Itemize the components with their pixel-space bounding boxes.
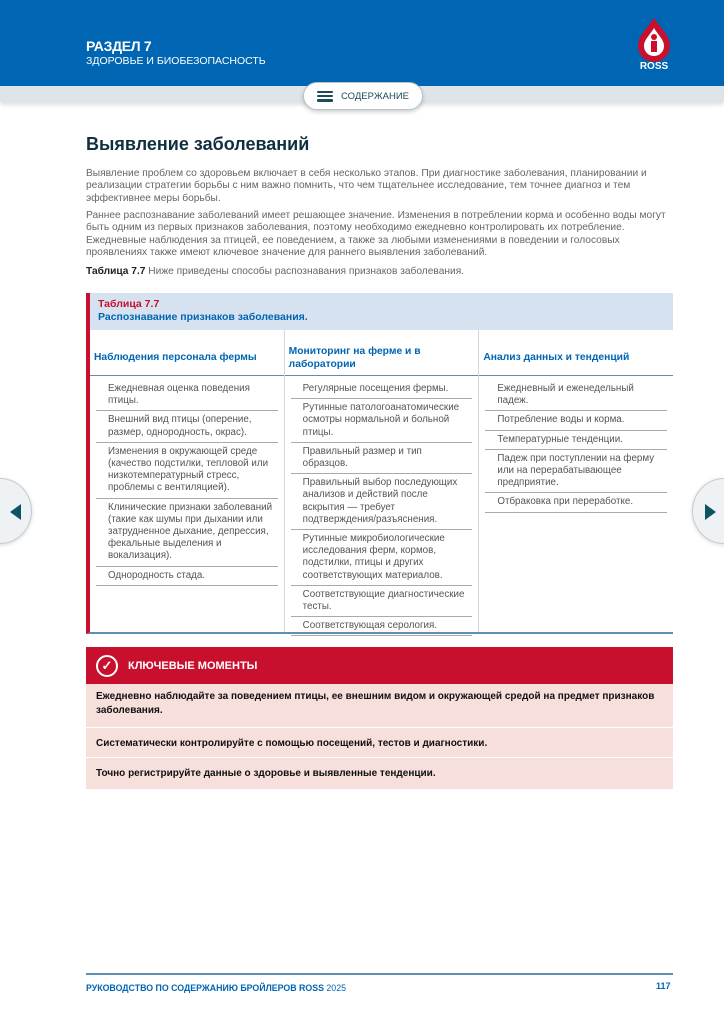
prev-page-button[interactable] [0, 478, 32, 544]
column-items [96, 376, 278, 586]
contents-label: СОДЕРЖАНИЕ [341, 90, 409, 102]
table-cell: Однородность стада. [96, 568, 278, 586]
table-cell: Падеж при поступлении на ферму или на перерабатывающее предприятие. [485, 451, 667, 494]
table-column [479, 330, 673, 632]
table-cell: Рутинные патологоанатомические осмотры нормальной и больной птицы. [291, 400, 473, 443]
table-cell: Температурные тенденции. [485, 432, 667, 450]
table-reference [86, 266, 676, 278]
table-cell: Ежедневный и еженедельный падеж. [485, 381, 667, 411]
table-cell: Ежедневная оценка поведения птицы. [96, 381, 278, 411]
table-cell: Внешний вид птицы (оперение, размер, однородность, окрас). [96, 412, 278, 442]
paragraph: Выявление проблем со здоровьем включает в себя несколько этапов. При диагностике заболевания, планировании и реализации стратегии борьбы с ним важно помнить, что чем тщательнее исследование, тем точнее диагноз и тем эффективнее меры борьбы. [86, 168, 647, 204]
section-number: РАЗДЕЛ 7 [86, 38, 152, 54]
column-items [291, 376, 473, 636]
footer-guide-name: РУКОВОДСТВО ПО СОДЕРЖАНИЮ БРОЙЛЕРОВ ROSS [86, 983, 324, 993]
table-cell: Регулярные посещения фермы. [291, 381, 473, 399]
checkmark-icon: ✓ [96, 655, 118, 677]
column-header: Наблюдения персонала фермы [90, 340, 284, 376]
menu-icon [317, 91, 333, 102]
footer-year: 2025 [326, 983, 346, 993]
key-point: Точно регистрируйте данные о здоровье и выявленные тенденции. [86, 758, 673, 790]
footer-title [86, 983, 346, 993]
table-cell: Соответствующая серология. [291, 618, 473, 636]
key-points-header [86, 647, 673, 684]
page-number: 117 [656, 981, 671, 991]
table-cell: Соответствующие диагностические тесты. [291, 587, 473, 617]
key-point: Ежедневно наблюдайте за поведением птицы, ее внешним видом и окружающей средой на предмет признаков заболевания. [86, 684, 673, 728]
table-7-7 [86, 293, 673, 634]
arrow-left-icon [10, 504, 21, 520]
key-points-title: КЛЮЧЕВЫЕ МОМЕНТЫ [128, 659, 258, 672]
table-column [90, 330, 285, 632]
key-points [86, 647, 673, 790]
table-cell: Правильный размер и тип образцов. [291, 444, 473, 474]
page-title: Выявление заболеваний [86, 134, 310, 154]
svg-text:ROSS: ROSS [639, 61, 669, 72]
column-header: Анализ данных и тенденций [479, 340, 673, 376]
table-cell: Отбраковка при переработке. [485, 494, 667, 512]
next-page-button[interactable] [692, 478, 724, 544]
table-cell: Изменения в окружающей среде (качество подстилки, тепловой или низкотемпературный стресс, проблемы с вентиляцией). [96, 444, 278, 499]
header-bar [0, 0, 724, 86]
table-caption [90, 293, 673, 330]
table-title: Распознавание признаков заболевания. [98, 311, 308, 323]
ross-logo-icon [632, 16, 676, 72]
table-cell: Потребление воды и корма. [485, 412, 667, 430]
table-ref-text: Ниже приведены способы распознавания признаков заболевания. [145, 266, 465, 277]
table-number: Таблица 7.7 [98, 298, 160, 310]
table-columns [90, 330, 673, 632]
column-items [485, 376, 667, 513]
paragraph: Раннее распознавание заболеваний имеет решающее значение. Изменения в потреблении корма и особенно воды могут быть одним из первых признаков заболевания, поэтому необходимо ежедневно контролировать их потребление. Ежедневные наблюдения за птицей, ее поведением, а также за любыми изменениями в поведении и голосовых проявлениях также имеют ключевое значение для раннего выявления заболеваний. [86, 210, 666, 259]
column-header: Мониторинг на ферме и в лаборатории [285, 340, 479, 376]
table-column [285, 330, 480, 632]
table-cell: Правильный выбор последующих анализов и действий после вскрытия — требует подтверждения/разъяснения. [291, 475, 473, 530]
table-cell: Рутинные микробиологические исследования ферм, кормов, подстилки, птицы и других соответствующих материалов. [291, 531, 473, 586]
contents-button[interactable] [303, 82, 423, 110]
key-point: Систематически контролируйте с помощью посещений, тестов и диагностики. [86, 728, 673, 758]
table-cell: Клинические признаки заболеваний (такие как шумы при дыхании или затрудненное дыхание, депрессия, фекальные выделения и вокализация). [96, 500, 278, 567]
section-title: ЗДОРОВЬЕ И БИОБЕЗОПАСНОСТЬ [86, 55, 266, 67]
footer-divider [86, 973, 673, 975]
arrow-right-icon [705, 504, 716, 520]
table-ref-label: Таблица 7.7 [86, 266, 146, 277]
